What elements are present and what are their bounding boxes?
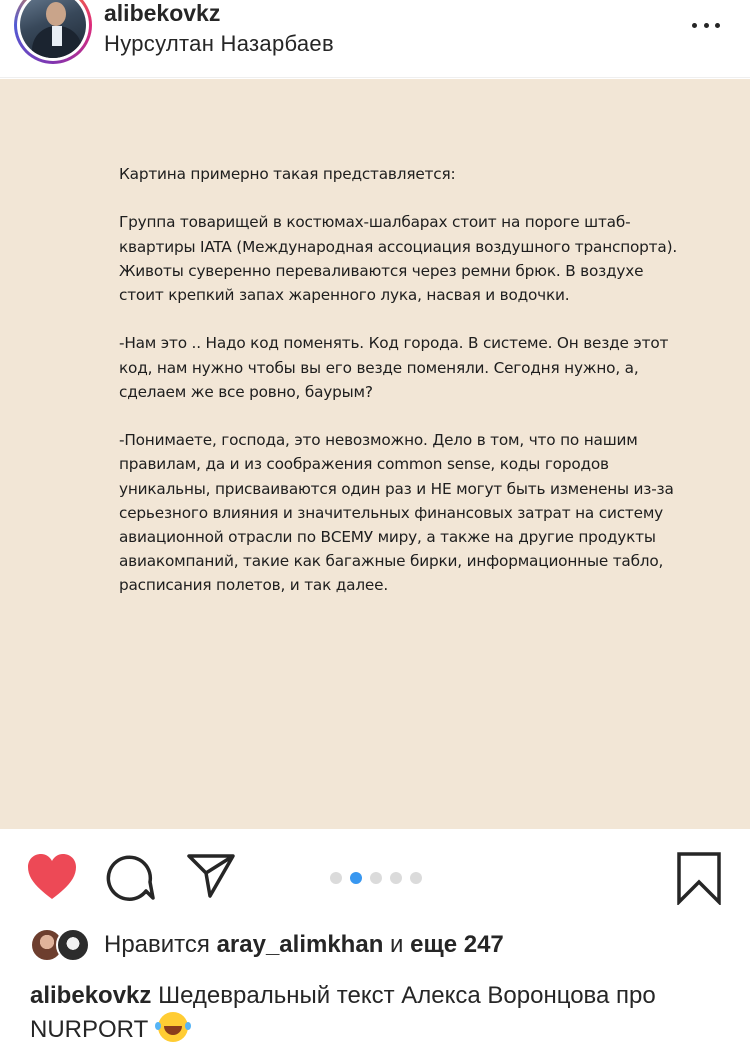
- carousel-indicator: [330, 872, 422, 884]
- post-image[interactable]: [0, 79, 750, 829]
- comment-icon[interactable]: [106, 853, 156, 903]
- more-dot-icon: [704, 23, 709, 28]
- likes-text: [104, 931, 504, 959]
- likes-prefix: Нравится: [104, 931, 210, 958]
- paragraph-2: Группа товарищей в костюмах-шалбарах стоит на пороге штаб-квартиры IATA (Международная ассоциация воздушного транспорта). Животы суверенно переваливаются через ремни брюк. В воздухе стоит крепкий запах жаренного лука, насвая и водочки.: [119, 213, 678, 304]
- post-username[interactable]: alibekovkz: [104, 0, 221, 26]
- paragraph-3: -Нам это .. Надо код поменять. Код города. В системе. Он везде этот код, нам нужно чтобы вы его везде поменяли. Сегодня нужно, а, сделаем же все ровно, баурым?: [119, 334, 669, 401]
- liker-avatars: [30, 928, 94, 962]
- carousel-dot: [390, 872, 402, 884]
- carousel-dot: [410, 872, 422, 884]
- post-caption: [30, 980, 730, 1045]
- action-bar: [0, 829, 750, 929]
- paragraph-1: Картина примерно такая представляется:: [119, 165, 456, 183]
- avatar-frame: [17, 0, 89, 61]
- paragraph-4: -Понимаете, господа, это невозможно. Дело в том, что по нашим правилам, да и из соображения common sense, коды городов уникальны, присваиваются один раз и НЕ могут быть изменены из-за серьезного влияния и значительных финансовых затрат на систему авиационной отрасли по ВСЕМУ миру, а также на другие продукты авиакомпаний, такие как багажные бирки, информационные табло, расписания полетов, и так далее.: [119, 431, 674, 595]
- caption-username[interactable]: alibekovkz: [30, 982, 152, 1009]
- avatar-shirt: [52, 26, 62, 46]
- story-ring[interactable]: [14, 0, 92, 64]
- liker-username[interactable]: aray_alimkhan: [216, 931, 384, 958]
- more-dot-icon: [715, 23, 720, 28]
- carousel-dot: [330, 872, 342, 884]
- post-header: [0, 0, 750, 78]
- tears-of-joy-emoji-icon: [158, 1012, 188, 1042]
- bookmark-icon[interactable]: [676, 851, 722, 905]
- liker-avatar: [56, 928, 90, 962]
- send-icon[interactable]: [186, 853, 236, 899]
- likes-summary[interactable]: [30, 927, 504, 963]
- caption-text: Шедевральный текст Алекса Воронцова про NURPORT: [30, 982, 656, 1043]
- more-dot-icon: [692, 23, 697, 28]
- avatar-face: [46, 2, 66, 26]
- avatar[interactable]: [20, 0, 86, 58]
- post-image-text: [119, 162, 679, 622]
- post-location[interactable]: Нурсултан Назарбаев: [104, 31, 334, 56]
- carousel-dot-active: [350, 872, 362, 884]
- carousel-dot: [370, 872, 382, 884]
- heart-icon[interactable]: [26, 853, 78, 901]
- more-options-button[interactable]: [686, 10, 726, 40]
- likes-count[interactable]: еще 247: [410, 931, 504, 958]
- likes-connector: и: [390, 931, 404, 958]
